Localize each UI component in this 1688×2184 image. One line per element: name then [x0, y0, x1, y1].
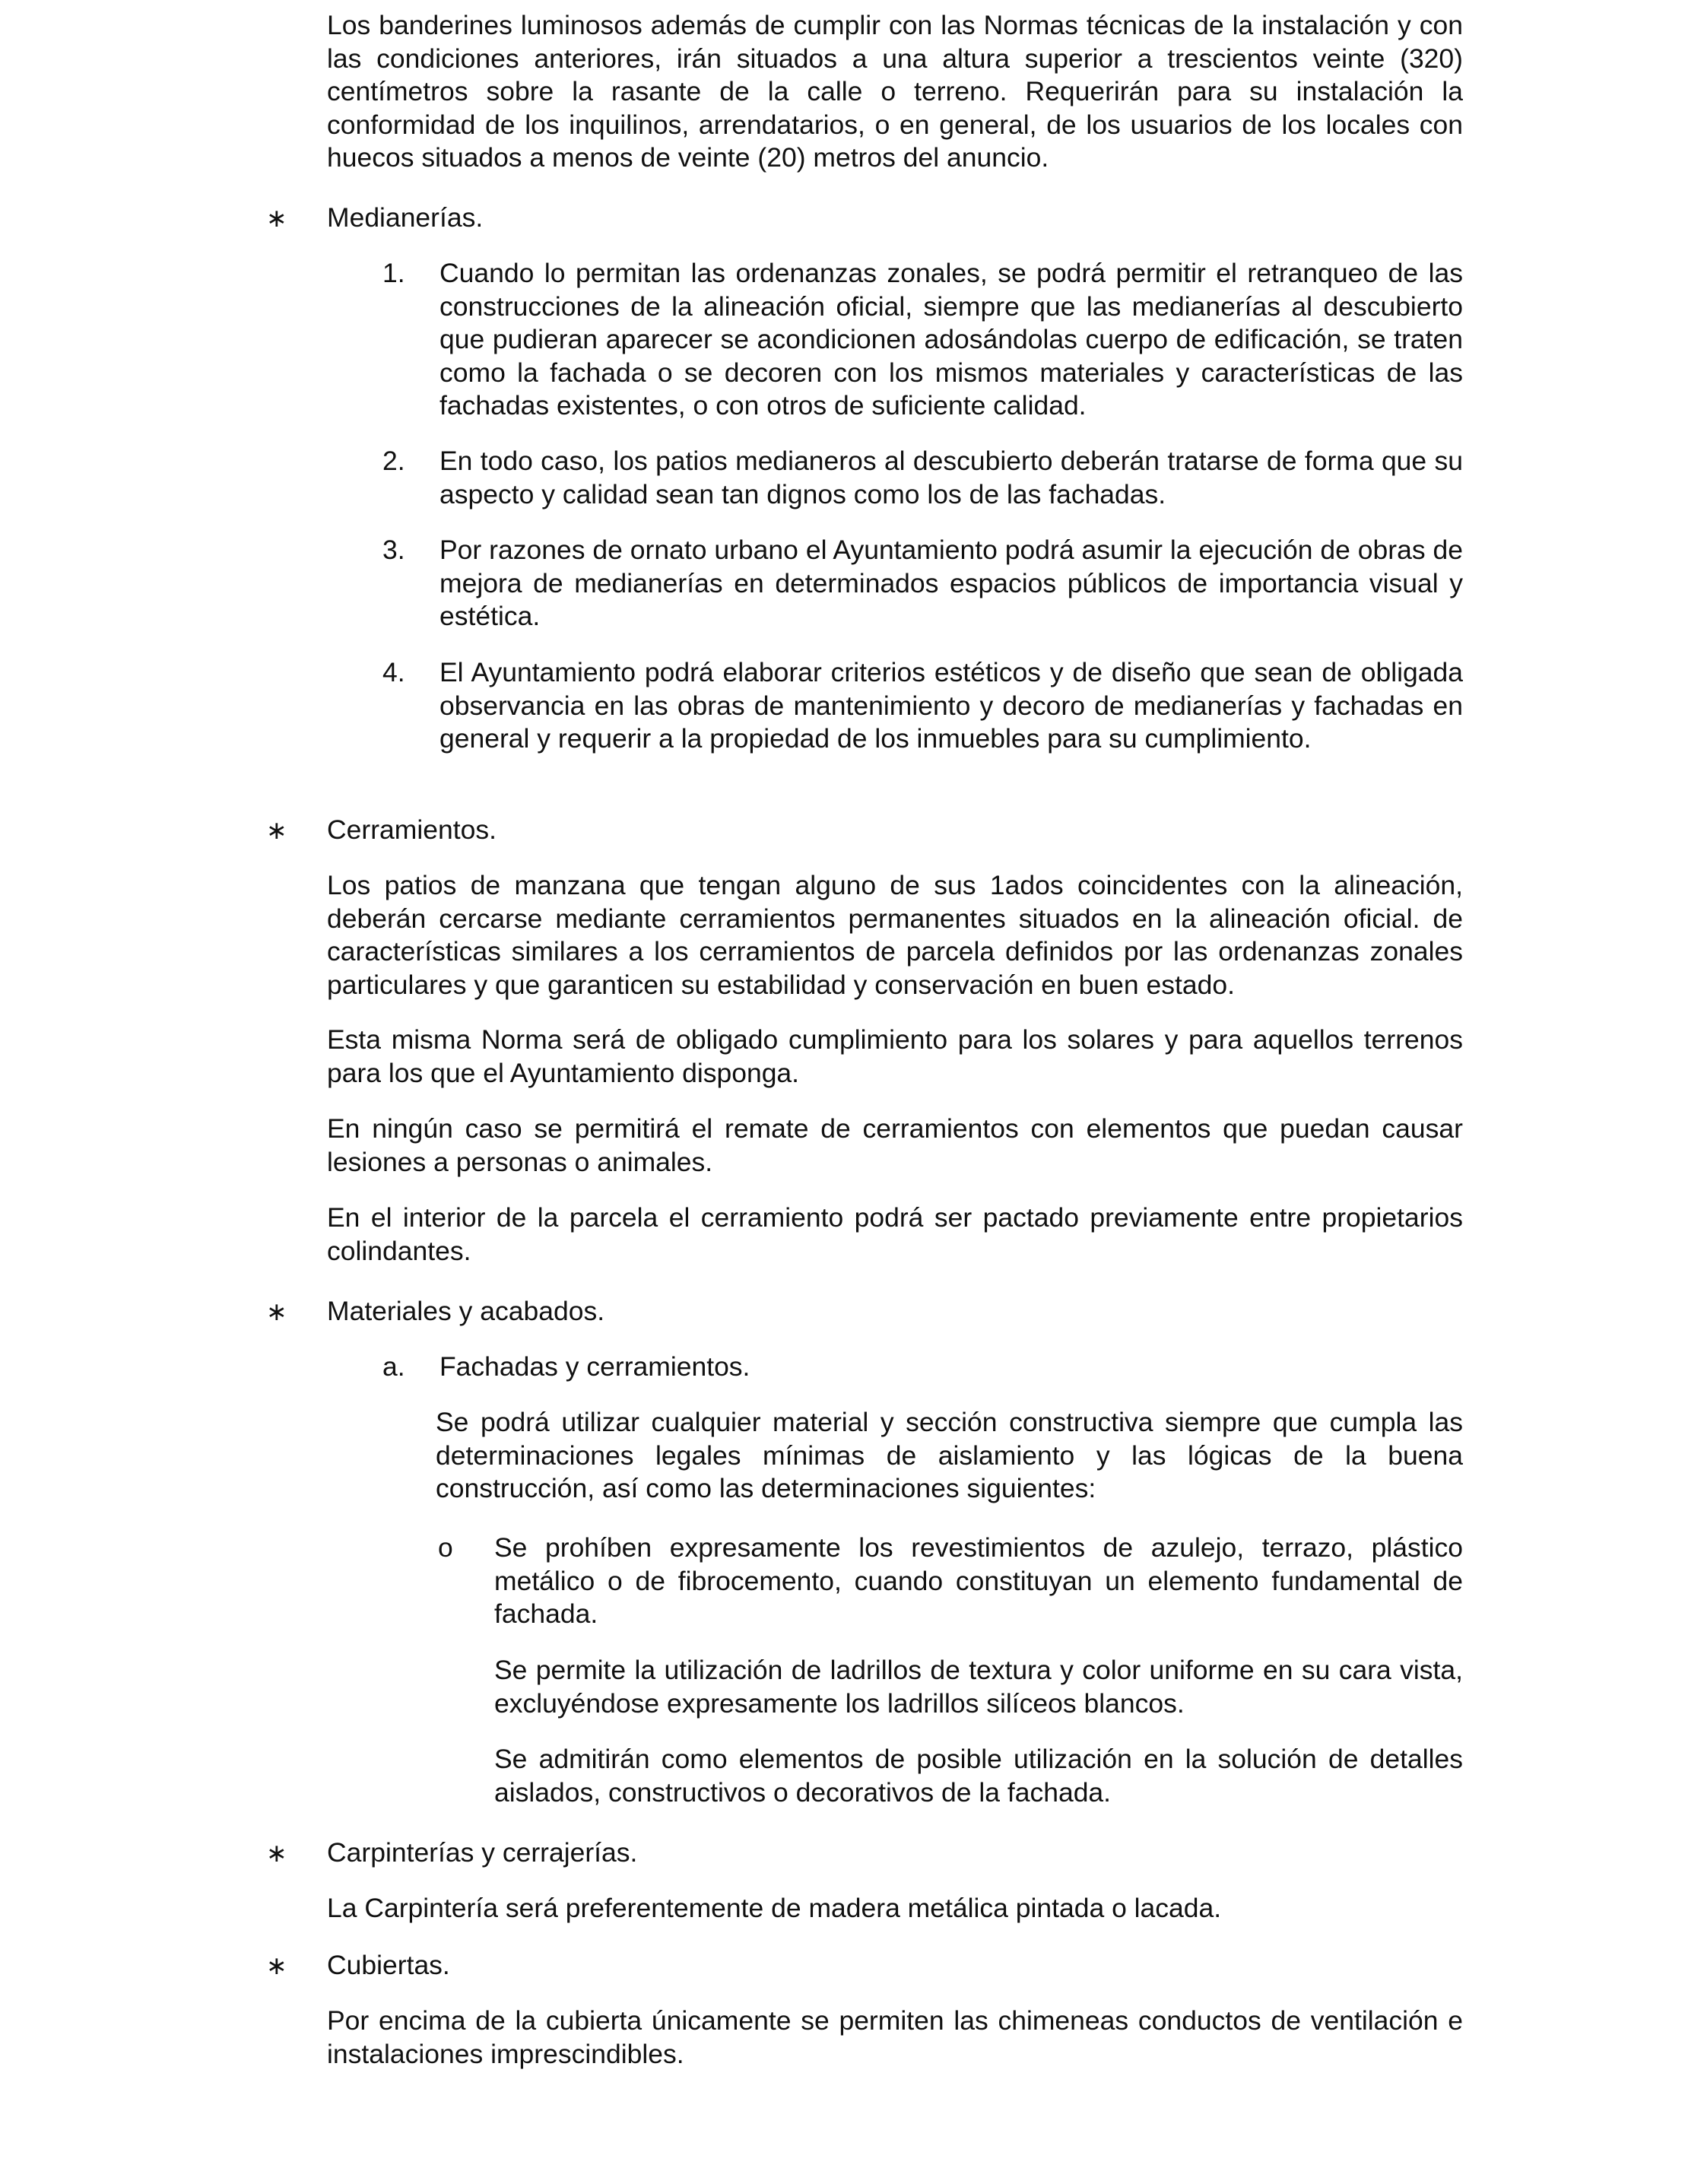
- bullet-carpinterias: ∗: [266, 1839, 287, 1867]
- item-text-3: Por razones de ornato urbano el Ayuntamiento podrá asumir la ejecución de obras de mejora de medianerías en determinados espacios públicos de importancia visual y estética.: [439, 535, 1463, 631]
- sub-letter-a: a.: [382, 1351, 405, 1382]
- cerramientos-paragraph-2: Esta misma Norma será de obligado cumplimiento para los solares y para aquellos terrenos para los que el Ayuntamiento disponga.: [327, 1024, 1463, 1088]
- cerramientos-paragraph-1: Los patios de manzana que tengan alguno de sus 1ados coincidentes con la alineación, deberán cercarse mediante cerramientos permanentes situados en la alineación oficial. de características similares a los cerramientos de parcela definidos por las ordenanzas zonales particulares y que garanticen su estabilidad y conservación en buen estado.: [327, 870, 1463, 1000]
- item-text-1: Cuando lo permitan las ordenanzas zonales, se podrá permitir el retranqueo de las construcciones de la alineación oficial, siempre que las medianerías al descubierto que pudieran aparecer se acondicionen adosándolas cuerpo de edificación, se traten como la fachada o se decoren con los mismos materiales y características de las fachadas existentes, o con otros de suficiente calidad.: [439, 258, 1463, 421]
- cerramientos-paragraph-4: En el interior de la parcela el cerramiento podrá ser pactado previamente entre propietarios colindantes.: [327, 1202, 1463, 1266]
- o-item-1: Se prohíben expresamente los revestimientos de azulejo, terrazo, plástico metálico o de fibrocemento, cuando constituyan un elemento fundamental de fachada.: [494, 1532, 1463, 1629]
- cerramientos-paragraph-3: En ningún caso se permitirá el remate de cerramientos con elementos que puedan causar lesiones a personas o animales.: [327, 1113, 1463, 1177]
- item-text-2: En todo caso, los patios medianeros al descubierto deberán tratarse de forma que su aspecto y calidad sean tan dignos como los de las fachadas.: [439, 446, 1463, 509]
- heading-carpinterias: Carpinterías y cerrajerías.: [327, 1837, 638, 1868]
- o-list-marker: o: [438, 1532, 453, 1563]
- cubiertas-paragraph: Por encima de la cubierta únicamente se permiten las chimeneas conductos de ventilación e instalaciones imprescindibles.: [327, 2005, 1463, 2069]
- bullet-medianerias: ∗: [266, 204, 287, 232]
- heading-cubiertas: Cubiertas.: [327, 1950, 450, 1980]
- carpinterias-paragraph: La Carpintería será preferentemente de madera metálica pintada o lacada.: [327, 1893, 1222, 1923]
- item-number-1: 1.: [382, 258, 405, 288]
- bullet-cerramientos: ∗: [266, 816, 287, 844]
- item-number-4: 4.: [382, 657, 405, 687]
- sub-heading-fachadas: Fachadas y cerramientos.: [439, 1351, 750, 1382]
- fachadas-intro: Se podrá utilizar cualquier material y sección constructiva siempre que cumpla las determinaciones legales mínimas de aislamiento y las lógicas de la buena construcción, así como las determinaciones siguientes:: [436, 1407, 1463, 1503]
- o-item-3: Se admitirán como elementos de posible utilización en la solución de detalles aislados, constructivos o decorativos de la fachada.: [494, 1744, 1463, 1808]
- heading-cerramientos: Cerramientos.: [327, 814, 497, 845]
- item-number-3: 3.: [382, 535, 405, 565]
- o-item-2: Se permite la utilización de ladrillos de textura y color uniforme en su cara vista, excluyéndose expresamente los ladrillos silíceos blancos.: [494, 1655, 1463, 1719]
- item-text-4: El Ayuntamiento podrá elaborar criterios estéticos y de diseño que sean de obligada observancia en las obras de mantenimiento y decoro de medianerías y fachadas en general y requerir a la propiedad de los inmuebles para su cumplimiento.: [439, 657, 1463, 754]
- bullet-cubiertas: ∗: [266, 1951, 287, 1979]
- heading-medianerias: Medianerías.: [327, 202, 484, 233]
- bullet-materiales: ∗: [266, 1297, 287, 1325]
- heading-materiales: Materiales y acabados.: [327, 1296, 605, 1326]
- intro-paragraph: Los banderines luminosos además de cumplir con las Normas técnicas de la instalación y con las condiciones anteriores, irán situados a una altura superior a trescientos veinte (320) centímetros sobre la rasante de la calle o terreno. Requerirán para su instalación la conformidad de los inquilinos, arrendatarios, o en general, de los usuarios de los locales con huecos situados a menos de veinte (20) metros del anuncio.: [327, 10, 1463, 173]
- item-number-2: 2.: [382, 446, 405, 476]
